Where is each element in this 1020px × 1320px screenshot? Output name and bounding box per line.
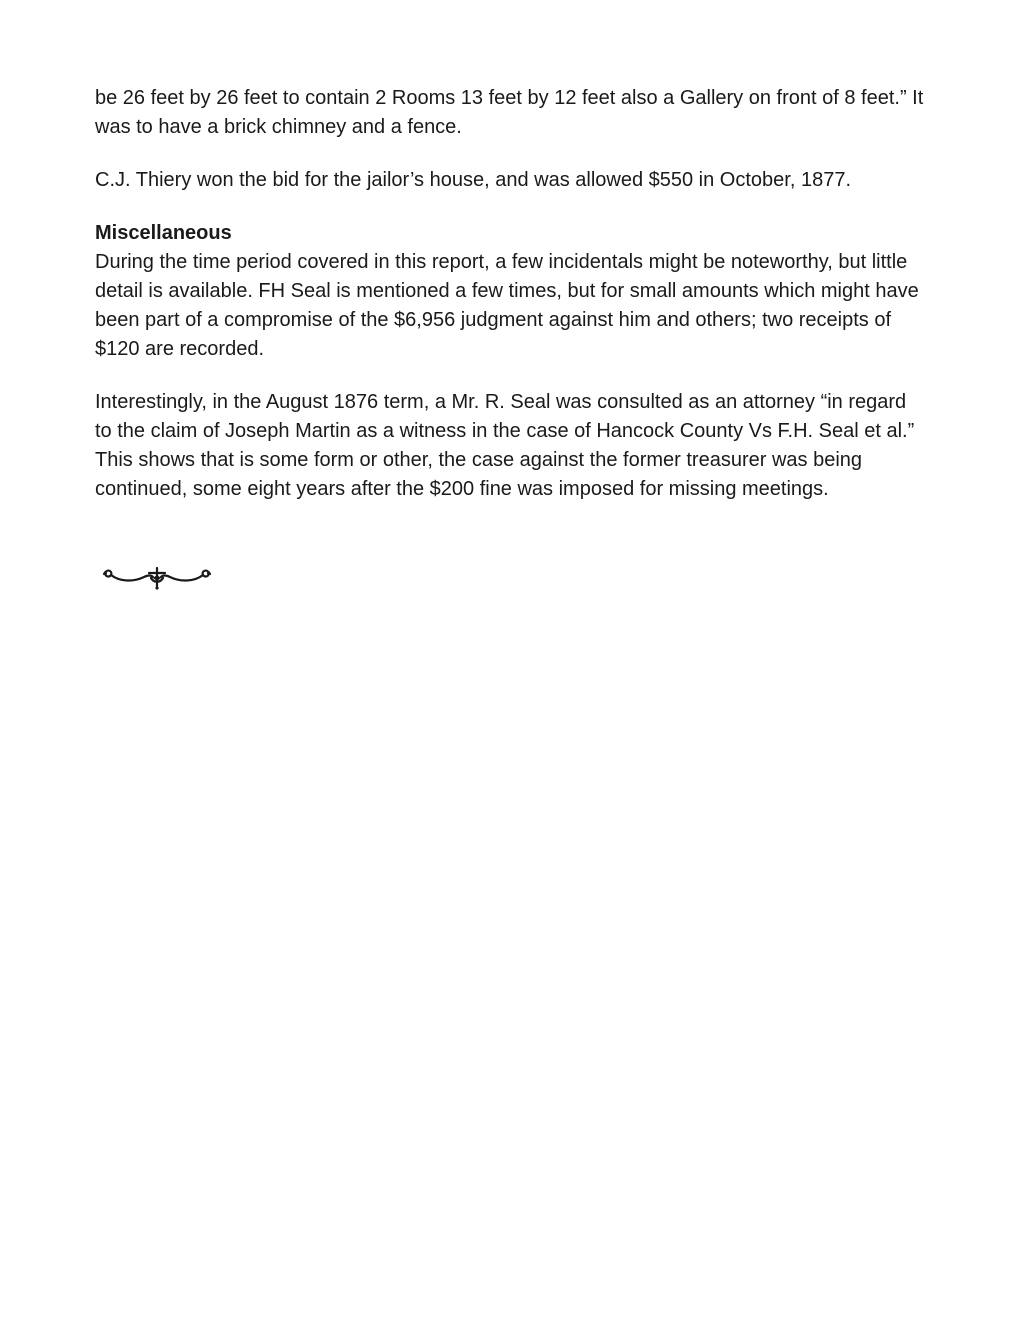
paragraph-jail-description: be 26 feet by 26 feet to contain 2 Rooms 13 feet by 12 feet also a Gallery on front of 8 feet.” It was to have a brick chimney and a fence. xyxy=(95,87,924,138)
document-body xyxy=(95,84,925,504)
section-miscellaneous xyxy=(95,219,925,364)
scroll-divider-icon xyxy=(98,562,216,596)
paragraph-jailor-house-bid: C.J. Thiery won the bid for the jailor’s house, and was allowed $550 in October, 1877. xyxy=(95,169,852,191)
paragraph-incidentals: During the time period covered in this report, a few incidentals might be noteworthy, but little detail is available. FH Seal is mentioned a few times, but for small amounts which might have been part of a compromise of the $6,956 judgment against him and others; two receipts of $120 are recorded. xyxy=(95,251,919,360)
section-heading: Miscellaneous xyxy=(95,222,232,244)
paragraph-r-seal-attorney: Interestingly, in the August 1876 term, a Mr. R. Seal was consulted as an attorney “in regard to the claim of Joseph Martin as a witness in the case of Hancock County Vs F.H. Seal et al.” This shows that is some form or other, the case against the former treasurer was being continued, some eight years after the $200 fine was imposed for missing meetings. xyxy=(95,391,915,500)
